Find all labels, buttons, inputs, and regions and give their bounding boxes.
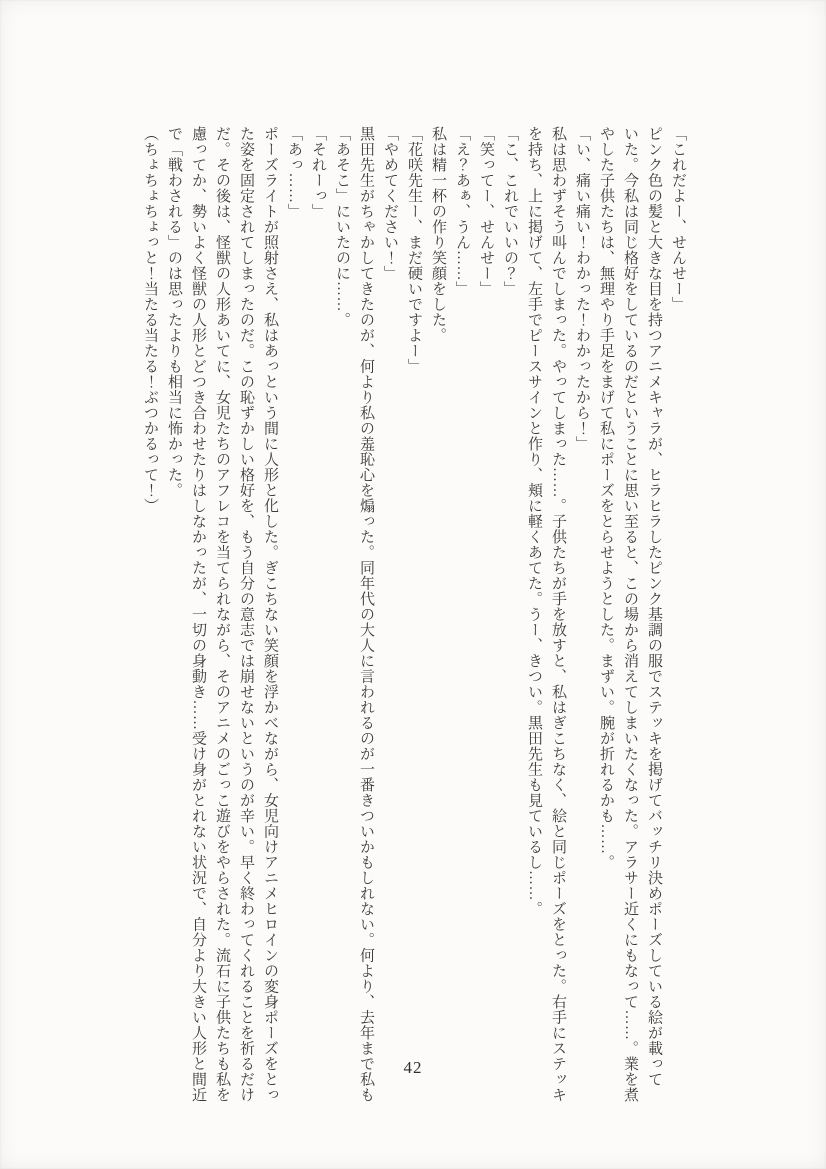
text-column: だ。その後は、怪獣の人形あいてに、女児たちのアフレコを当てられながら、そのアニメのごっこ遊びをやらされた。流石に子供たちも私を (214, 126, 230, 1103)
text-column: 黒田先生がちゃかしてきたのが、何より私の羞恥心を煽った。同年代の大人に言われるのが一番きついかもしれない。何より、去年まで私も (358, 126, 374, 1103)
page-number: 42 (403, 1058, 423, 1077)
text-column: ピンク色の髪と大きな目を持つアニメキャラが、ヒラヒラしたピンク基調の服でステッキを掲げてバッチリ決めポーズしている絵が載って (646, 126, 662, 1087)
text-column: やした子供たちは、無理やり手足をまげて私にポーズをとらせようとした。まずい。腕が折れるかも……。 (598, 126, 614, 870)
text-column: 「あっ……」 (286, 126, 302, 219)
text-column: 「これだよー、せんせー」 (670, 126, 686, 312)
text-column: 私は精一杯の作り笑顔をした。 (430, 126, 446, 343)
text-column: （ちょちょちょっと！当たる当たる！ぶつかるって！） (142, 126, 158, 514)
text-column: を持ち、上に掲げて、左手でピースサインと作り、頬に軽くあてた。うー、きつい。黒田先生も見ているし……。 (526, 126, 542, 917)
page-text (138, 126, 690, 1103)
text-column: 「やめてください！」 (382, 126, 398, 281)
text-column: た姿を固定されてしまったのだ。この恥ずかしい格好を、もう自分の意志では崩せないというのが辛い。早く終わってくれることを祈るだけ (238, 126, 254, 1103)
text-column: 「あそこ」にいたのに……。 (334, 126, 350, 328)
text-column: 「こ、これでいいの？」 (502, 126, 518, 297)
text-column: 「え？あぁ、うん……」 (454, 126, 470, 297)
text-column: ポーズライトが照射さえ、私はあっという間に人形と化した。ぎこちない笑顔を浮かべながら、女児向けアニメヒロインの変身ポーズをとっ (262, 126, 278, 1103)
text-column: 「笑ってー、せんせー」 (478, 126, 494, 297)
text-column: 「花咲先生ー、まだ硬いですよー」 (406, 126, 422, 374)
text-column: 「それーっ」 (310, 126, 326, 219)
text-column: 慮ってか、勢いよく怪獣の人形とどつき合わせたりはしなかったが、一切の身動き……受け身がとれない状況で、自分より大きい人形と間近 (190, 126, 206, 1103)
text-column: 「い、痛い痛い！わかった！わかったから！」 (574, 126, 590, 452)
text-column: いた。今私は同じ格好をしているのだということに思い至ると、この場から消えてしまいたくなった。アラサー近くにもなって……。業を煮 (622, 126, 638, 1103)
text-column: 私は思わずそう叫んでしまった。やってしまった……。子供たちが手を放すと、私はぎこちなく、絵と同じポーズをとった。右手にステッキ (550, 126, 566, 1103)
text-column: で「戦わされる」のは思ったよりも相当に怖かった。 (166, 126, 182, 498)
